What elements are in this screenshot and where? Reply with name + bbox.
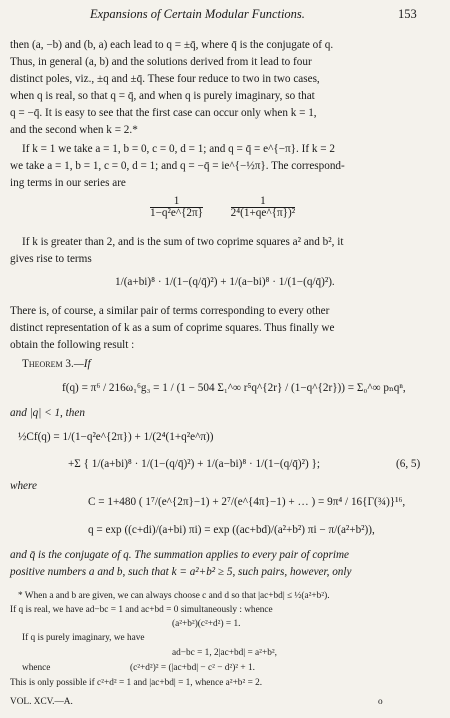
para4-line-1: There is, of course, a similar pair of terms corresponding to every other [10,305,330,317]
para1-line-2: Thus, in general (a, b) and the solutions derived from it lead to four [10,56,312,68]
theorem-heading [22,358,91,371]
para1-line-5: q = −q̄. It is easy to see that the first case can occur only when k = 1, [10,107,317,119]
para4-line-2: distinct representation of k as a sum of coprime squares. Thus finally we [10,322,335,334]
para3-line-2: gives rise to terms [10,253,92,265]
where-label: where [10,480,37,492]
c-definition: C = 1+480 ( 1⁷/(e^{2π}−1) + 2⁷/(e^{4π}−1) + … ) = 9π⁴ / 16{Γ(¾)}¹⁶, [88,496,406,508]
footnote-line-1: * When a and b are given, we can always choose c and d so that |ac+bd| ≤ ½(a²+b²). [18,591,330,601]
theorem-label: Theorem 3. [22,358,74,370]
theorem-closing-2: positive numbers a and b, such that k = a²+b² ≥ 5, such pairs, however, only [10,566,352,578]
eq-term-right: $\frac{1}{\text{2⁴(1+qe\textasciicircum{}\{π\})²}}$ [230,195,296,219]
signature-mark: o [378,697,383,707]
volume-mark: VOL. XCV.—A. [10,697,73,707]
f-definition: f(q) = π⁶ / 216ω₁⁶g₃ = 1 / (1 − 504 Σ₁^∞ r⁵q^{2r} / (1−q^{2r})) = Σ₀^∞ pₙqⁿ, [62,382,406,394]
para2-line-2: we take a = 1, b = 1, c = 0, d = 1; and q = −q̄ = ie^{−½π}. The correspond- [10,160,345,172]
cf-line-2: +Σ { 1/(a+bi)⁸ · 1/(1−(q/q̄)²) + 1/(a−bi)⁸ · 1/(1−(q/q̄)²) }; [68,458,320,470]
equation-number: (6, 5) [396,458,421,470]
footnote-line-2: If q is real, we have ad−bc = 1 and ac+bd = 0 simultaneously : whence [10,605,273,615]
q-definition: q = exp ((c+di)/(a+bi) πi) = exp ((ac+bd)/(a²+b²) πi − π/(a²+b²)), [88,524,375,536]
eq-term-left: $\frac{1}{\text{1−q²e\textasciicircum{}\{2π\}}}$ [150,195,204,219]
theorem-condition: and |q| < 1, then [10,407,85,419]
para3-line-1: If k is greater than 2, and is the sum of two coprime squares a² and b², it [22,236,344,248]
eq-terms-general: 1/(a+bi)⁸ · 1/(1−(q/q̄)²) + 1/(a−bi)⁸ · 1/(1−(q/q̄)²). [115,276,335,288]
para1-line-1: then (a, −b) and (b, a) each lead to q = ±q̄, where q̄ is the conjugate of q. [10,39,334,51]
footnote-line-6: whence [22,663,51,673]
page-number: 153 [398,7,417,21]
eq-terms-k12 [150,196,295,219]
footnote-line-5: ad−bc = 1, 2|ac+bd| = a²+b², [172,648,277,658]
cf-line-1: ½Cf(q) = 1/(1−q²e^{2π}) + 1/(2⁴(1+q²e^π)) [18,431,214,443]
para1-line-4: when q is real, so that q = q̄, and when q is purely imaginary, so that [10,90,315,102]
footnote-line-3: (a²+b²)(c²+d²) = 1. [172,619,241,629]
running-title: Expansions of Certain Modular Functions. [90,7,305,21]
para2-line-1: If k = 1 we take a = 1, b = 0, c = 0, d = 1; and q = q̄ = e^{−π}. If k = 2 [22,143,335,155]
para4-line-3: obtain the following result : [10,339,135,351]
theorem-lead: —If [73,358,91,370]
theorem-closing-1: and q̄ is the conjugate of q. The summation applies to every pair of coprime [10,549,350,561]
para1-line-6: and the second when k = 2.* [10,124,138,136]
footnote-line-7: (c²+d²)² = (|ac+bd| − c² − d²)² + 1. [130,663,255,673]
para2-line-3: ing terms in our series are [10,177,126,189]
footnote-line-4: If q is purely imaginary, we have [22,633,145,643]
footnote-line-8: This is only possible if c²+d² = 1 and |ac+bd| = 1, whence a²+b² = 2. [10,678,263,688]
para1-line-3: distinct poles, viz., ±q and ±q̄. These four reduce to two in two cases, [10,73,320,85]
